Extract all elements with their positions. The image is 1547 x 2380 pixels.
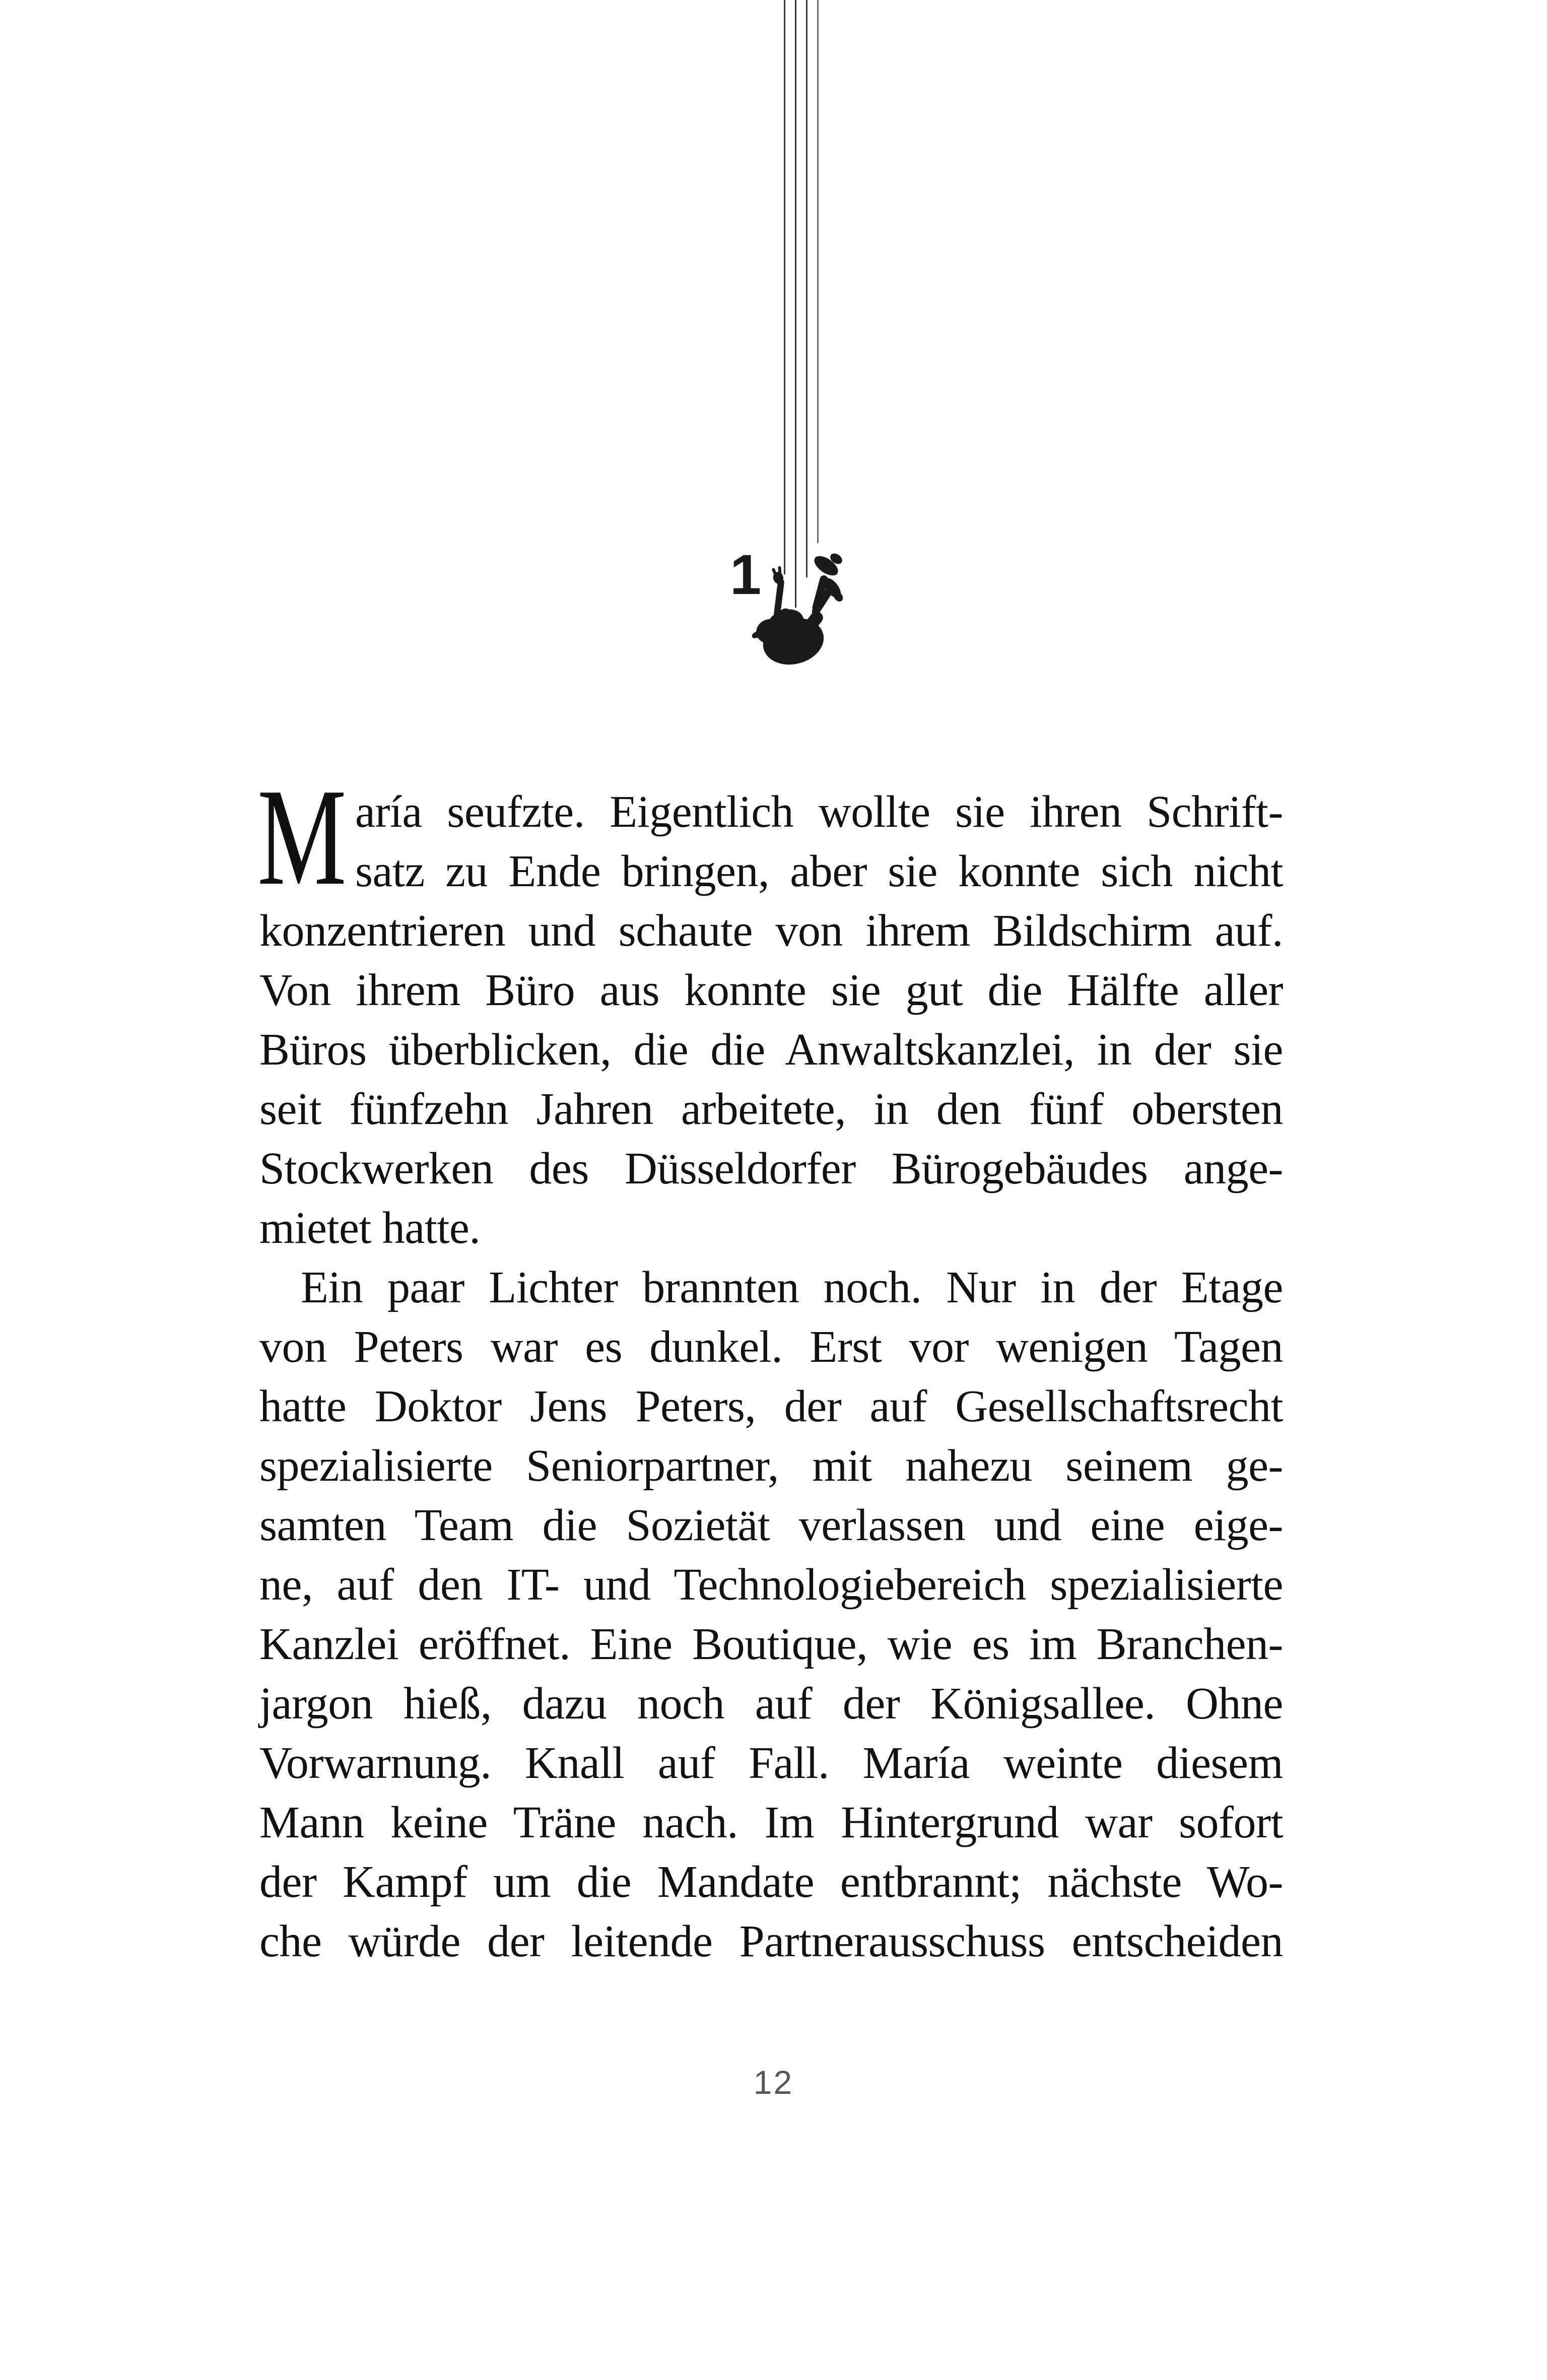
motion-line (806, 0, 808, 577)
text-line: Vorwarnung. Knall auf Fall. María weinte diesem (259, 1738, 1283, 1788)
text-line: Kanzlei eröffnet. Eine Boutique, wie es im Branchen- (259, 1619, 1283, 1669)
text-line: Büros überblicken, die die Anwaltskanzlei, in der sie (259, 1025, 1283, 1075)
motion-line (784, 0, 785, 574)
text-line: ne, auf den IT- und Technologiebereich spezialisierte (259, 1560, 1283, 1610)
text-line: Mann keine Träne nach. Im Hintergrund war sofort (259, 1798, 1283, 1847)
text-line: samten Team die Sozietät verlassen und eine eige- (259, 1500, 1283, 1550)
text-line: von Peters war es dunkel. Erst vor wenigen Tagen (259, 1322, 1283, 1372)
text-line: spezialisierte Seniorpartner, mit nahezu seinem ge- (259, 1441, 1283, 1491)
text-line: Ein paar Lichter brannten noch. Nur in der Etage (301, 1263, 1283, 1312)
body-text (257, 760, 1283, 1971)
text-line: mietet hatte. (259, 1203, 481, 1253)
drop-cap: M (257, 760, 347, 914)
text-line: seit fünfzehn Jahren arbeitete, in den fünf obersten (259, 1084, 1283, 1134)
motion-line (795, 0, 796, 608)
falling-man-icon (752, 546, 845, 669)
motion-line (817, 0, 819, 543)
text-line: konzentrieren und schaute von ihrem Bildschirm auf. (259, 906, 1283, 956)
text-line: Von ihrem Büro aus konnte sie gut die Hälfte aller (259, 965, 1283, 1015)
text-line: jargon hieß, dazu noch auf der Königsallee. Ohne (259, 1679, 1283, 1729)
paragraph (259, 782, 1283, 1258)
text-line: satz zu Ende bringen, aber sie konnte sich nicht (355, 846, 1283, 896)
text-line: Stockwerken des Düsseldorfer Bürogebäudes ange- (259, 1144, 1283, 1194)
text-line: der Kampf um die Mandate entbrannt; nächste Wo- (259, 1857, 1283, 1907)
text-line: hatte Doktor Jens Peters, der auf Gesellschaftsrecht (259, 1381, 1283, 1431)
chapter-number: 1 (730, 543, 762, 606)
text-line: aría seufzte. Eigentlich wollte sie ihren Schrift- (355, 787, 1283, 837)
paragraph (259, 1258, 1283, 1971)
page-number: 12 (753, 2064, 794, 2101)
text-line: che würde der leitende Partnerausschuss entscheiden (259, 1916, 1283, 1966)
